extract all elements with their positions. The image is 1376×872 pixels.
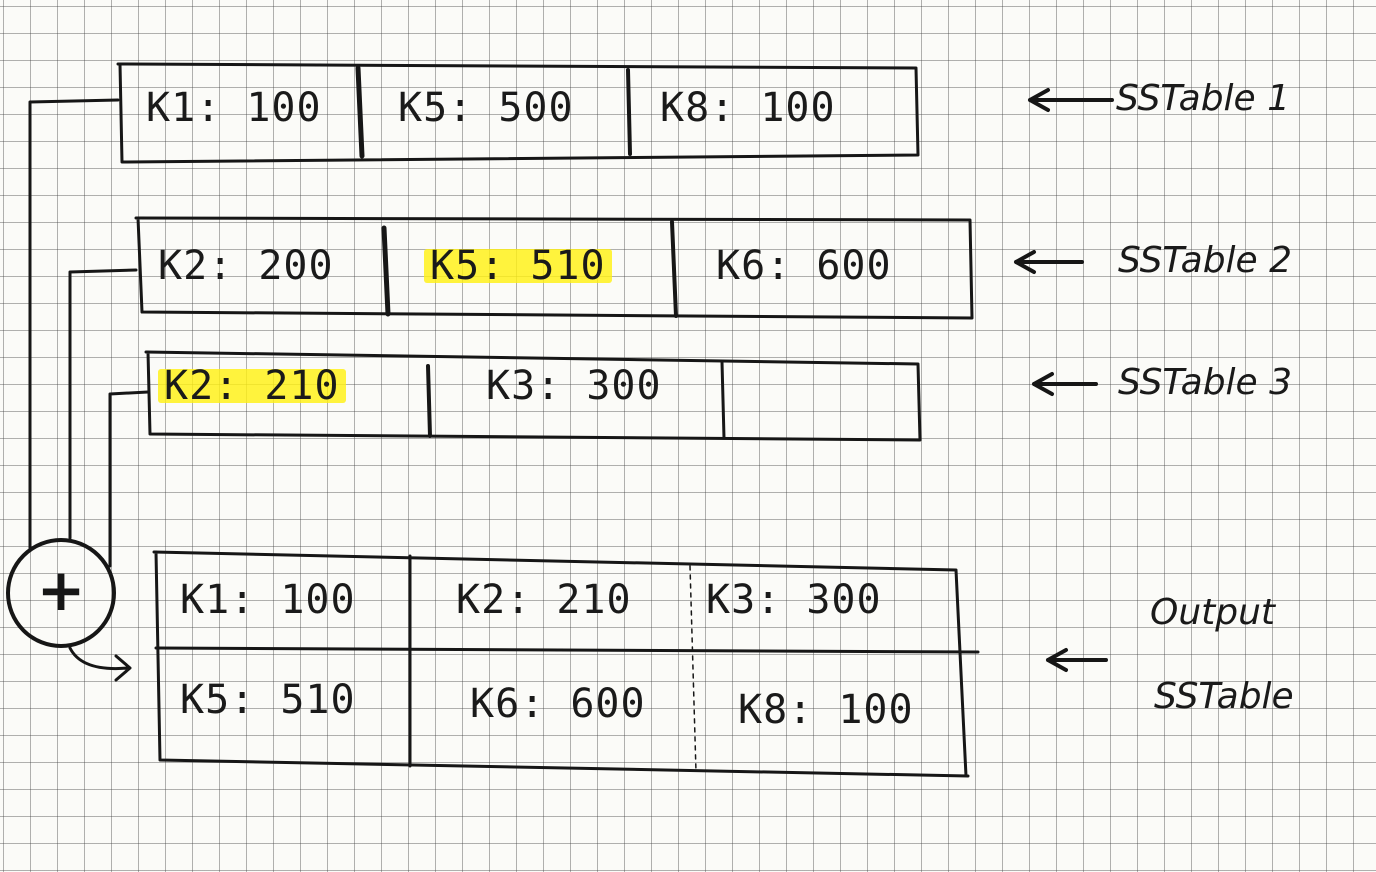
merge-output-arrow	[70, 648, 130, 680]
label-sstable-2: SSTable 2	[1118, 240, 1293, 281]
sstable-3-divider-1	[428, 366, 430, 436]
highlight-k5-510: K5: 510	[424, 249, 612, 283]
output-cell-r2-c2: K6: 600	[470, 681, 646, 727]
merge-plus-icon: +	[36, 556, 86, 624]
sstable-1-cell-3: K8: 100	[660, 85, 836, 131]
sstable-1-cell-2: K5: 500	[398, 85, 574, 131]
arrow-output	[1048, 650, 1106, 670]
connector-sstable-1	[30, 100, 118, 548]
output-cell-r2-c3: K8: 100	[738, 687, 914, 733]
arrow-sstable-1	[1030, 90, 1112, 110]
connector-sstable-2	[70, 270, 136, 538]
sstable-2-cell-2-highlighted	[424, 236, 612, 296]
sstable-2-cell-3: K6: 600	[716, 243, 892, 289]
label-output-line-1: Output	[1150, 592, 1276, 633]
sstable-3-divider-2	[722, 362, 724, 438]
sstable-2-cell-1: K2: 200	[158, 243, 334, 289]
sstable-1-cell-1: K1: 100	[146, 85, 322, 131]
sstable-3-cell-2: K3: 300	[486, 363, 662, 409]
output-cell-r1-c1: K1: 100	[180, 577, 356, 623]
arrow-sstable-2	[1016, 252, 1082, 272]
output-cell-r1-c2: K2: 210	[456, 577, 632, 623]
sstable-1-divider-2	[628, 70, 630, 154]
sstable-1-divider-1	[358, 68, 362, 156]
output-row-divider	[156, 648, 978, 652]
highlight-k2-210: K2: 210	[158, 369, 346, 403]
sstable-3-cell-1-highlighted	[158, 356, 346, 416]
label-output-line-2: SSTable	[1154, 676, 1294, 717]
label-sstable-3: SSTable 3	[1118, 362, 1293, 403]
sstable-2-divider-1	[384, 228, 388, 314]
label-sstable-1: SSTable 1	[1116, 78, 1291, 119]
sstable-2-divider-2	[672, 222, 676, 316]
arrow-sstable-3	[1034, 374, 1096, 394]
output-cell-r2-c1: K5: 510	[180, 677, 356, 723]
output-col-divider-faint	[690, 566, 696, 772]
output-cell-r1-c3: K3: 300	[706, 577, 882, 623]
